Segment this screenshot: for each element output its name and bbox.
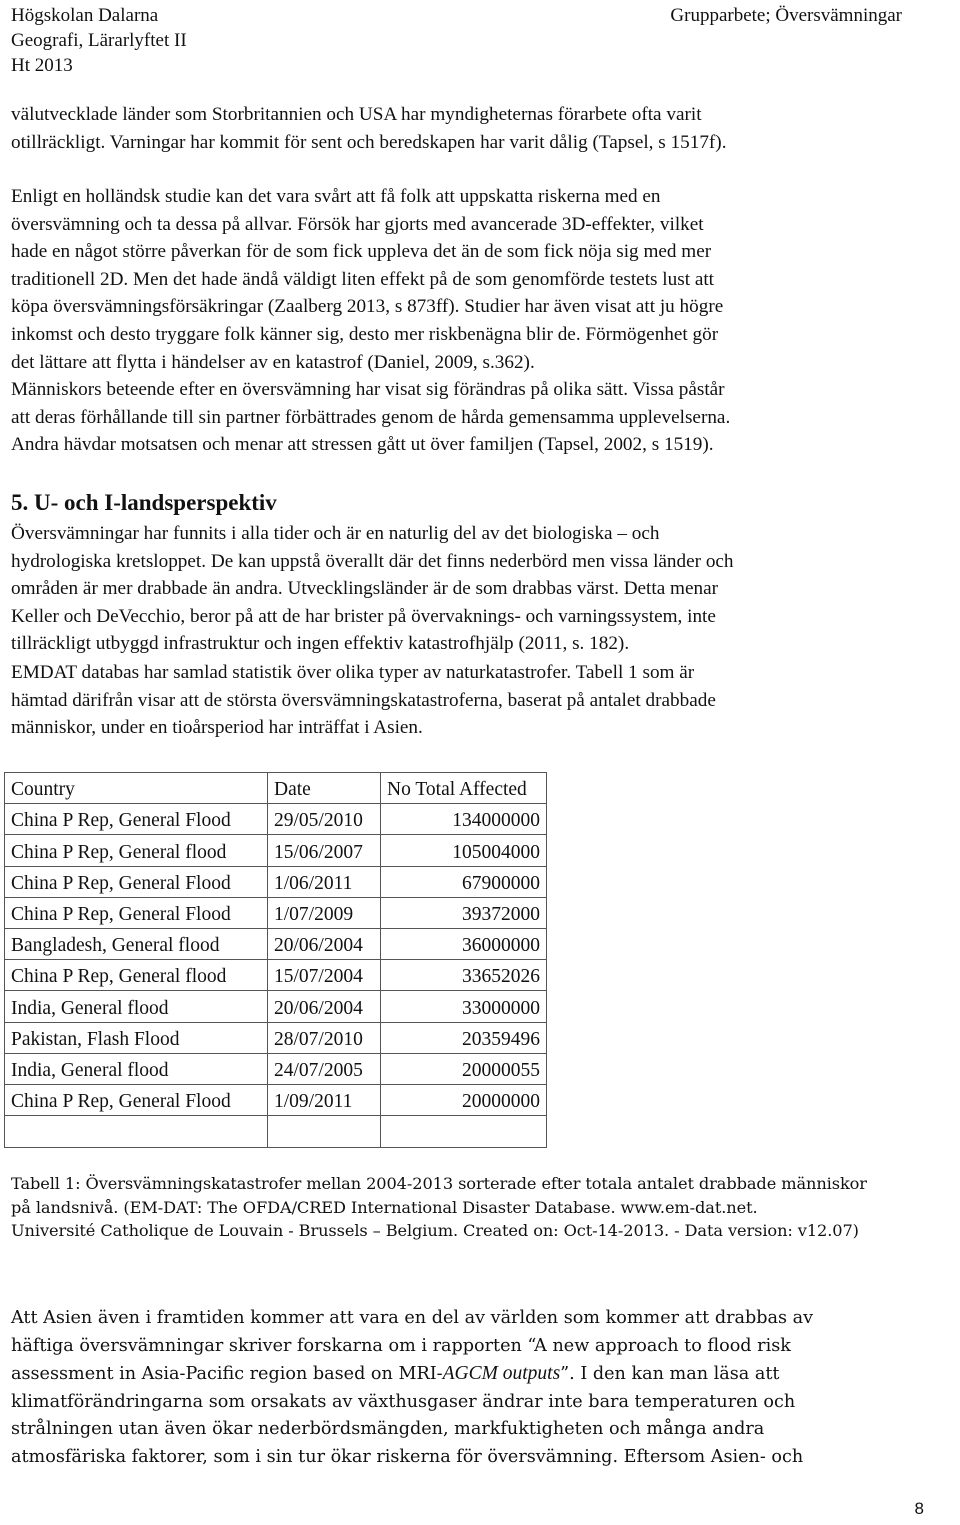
text-line	[11, 1360, 911, 1389]
cell-affected: 39372000	[381, 897, 547, 928]
cell-empty	[268, 1116, 381, 1148]
text-line: Människors beteende efter en översvämning har visat sig förändras på olika sätt. Vissa påstår	[11, 379, 725, 400]
text-line: att deras förhållande till sin partner förbättrades genom de hårda gemensamma upplevelserna.	[11, 406, 731, 428]
text-line: otillräckligt. Varningar har kommit för sent och beredskapen har varit dålig (Tapsel, s 1517f).	[11, 131, 727, 153]
text-line: hydrologiska kretsloppet. De kan uppstå överallt där det finns nederbörd men vissa länder och	[11, 550, 734, 572]
text-line: traditionell 2D. Men det hade ändå väldigt liten effekt på de som genomförde testets lust att	[11, 268, 714, 290]
cell-affected: 33652026	[381, 960, 547, 991]
cell-date: 15/06/2007	[268, 835, 381, 866]
text-line: områden är mer drabbade än andra. Utvecklingsländer är de som drabbas värst. Detta menar	[11, 578, 718, 600]
table-row	[5, 928, 547, 959]
cell-affected: 20000000	[381, 1084, 547, 1115]
paragraph-2	[11, 183, 956, 376]
text-segment: ”. I den kan man läsa att	[560, 1364, 780, 1385]
header-title: Grupparbete; Översvämningar	[670, 5, 902, 26]
cell-affected: 67900000	[381, 866, 547, 897]
table-row	[5, 1053, 547, 1084]
section-heading: 5. U- och I-landsperspektiv	[11, 490, 277, 515]
header-date: Date	[268, 773, 381, 804]
table-row	[5, 991, 547, 1022]
caption-line: på landsnivå. (EM-DAT: The OFDA/CRED International Disaster Database. www.em-dat.net.	[11, 1197, 758, 1217]
table-row	[5, 960, 547, 991]
text-line: atmosfäriska faktorer, som i sin tur ökar riskerna för översvämning. Eftersom Asien- och	[11, 1446, 804, 1467]
table-row	[5, 1022, 547, 1053]
page-number: 8	[914, 1499, 924, 1518]
text-line: välutvecklade länder som Storbritannien och USA har myndigheternas förarbete ofta varit	[11, 104, 702, 125]
text-line: det lättare att flytta i händelser av en katastrof (Daniel, 2009, s.362).	[11, 351, 535, 373]
paragraph-3	[11, 376, 956, 459]
cell-date: 20/06/2004	[268, 928, 381, 959]
text-line: översvämning och ta dessa på allvar. Försök har gjorts med avancerade 3D-effekter, vilket	[11, 213, 704, 235]
cell-country: China P Rep, General Flood	[5, 1084, 268, 1115]
text-line: häftiga översvämningar skriver forskarna om i rapporten “A new approach to flood risk	[11, 1335, 791, 1356]
text-line: strålningen utan även ökar nederbördsmängden, markfuktigheten och många andra	[11, 1419, 765, 1440]
table-row	[5, 897, 547, 928]
table-row	[5, 835, 547, 866]
italic-title: AGCM outputs	[442, 1363, 561, 1385]
caption-line: Tabell 1: Översvämningskatastrofer mellan 2004-2013 sorterade efter totala antalet drabbade människor	[11, 1174, 867, 1193]
cell-country: China P Rep, General Flood	[5, 897, 268, 928]
cell-date: 15/07/2004	[268, 960, 381, 991]
text-line: inkomst och desto tryggare folk känner sig, desto mer riskbenägna blir de. Förmögenhet gör	[11, 323, 719, 345]
cell-date: 1/09/2011	[268, 1084, 381, 1115]
header-institution: Högskolan Dalarna	[11, 5, 159, 26]
paragraph-1	[11, 101, 956, 156]
text-line: tillräckligt utbyggd infrastruktur och ingen effektiv katastrofhjälp (2011, s. 182).	[11, 633, 630, 655]
text-line: Att Asien även i framtiden kommer att vara en del av världen som kommer att drabbas av	[11, 1308, 814, 1328]
paragraph-5	[11, 659, 956, 742]
header-course: Geografi, Lärarlyftet II	[11, 30, 187, 51]
cell-empty	[381, 1116, 547, 1148]
paragraph-4	[11, 520, 956, 658]
cell-country: Bangladesh, General flood	[5, 928, 268, 959]
cell-date: 1/06/2011	[268, 866, 381, 897]
text-line: hämtad därifrån visar att de största översvämningskatastroferna, baserat på antalet drabbade	[11, 689, 716, 711]
text-line: EMDAT databas har samlad statistik över olika typer av naturkatastrofer. Tabell 1 som är	[11, 662, 695, 683]
text-line: Enligt en holländsk studie kan det vara svårt att få folk att uppskatta riskerna med en	[11, 186, 661, 207]
text-line: människor, under en tioårsperiod har inträffat i Asien.	[11, 717, 423, 739]
cell-affected: 134000000	[381, 804, 547, 835]
cell-country: India, General flood	[5, 1053, 268, 1084]
cell-date: 1/07/2009	[268, 897, 381, 928]
paragraph-6	[11, 1305, 911, 1472]
cell-country: China P Rep, General Flood	[5, 804, 268, 835]
cell-country: China P Rep, General flood	[5, 835, 268, 866]
header-term: Ht 2013	[11, 55, 73, 76]
table-row	[5, 866, 547, 897]
caption-line: Université Catholique de Louvain - Brussels – Belgium. Created on: Oct-14-2013. - Data version: v12.07)	[11, 1221, 859, 1240]
cell-date: 29/05/2010	[268, 804, 381, 835]
text-line: klimatförändringarna som orsakats av växthusgaser ändrar inte bara temperaturen och	[11, 1391, 796, 1412]
text-line: Keller och DeVecchio, beror på att de har brister på övervaknings- och varningssystem, inte	[11, 605, 716, 627]
cell-affected: 20000055	[381, 1053, 547, 1084]
page-header-left	[11, 3, 187, 78]
cell-empty	[5, 1116, 268, 1148]
header-affected: No Total Affected	[381, 773, 547, 804]
table-row	[5, 804, 547, 835]
text-line: Andra hävdar motsatsen och menar att stressen gått ut över familjen (Tapsel, 2002, s 1519).	[11, 434, 714, 456]
table-caption	[11, 1172, 956, 1243]
table-header-row	[5, 773, 547, 804]
flood-table	[4, 772, 547, 1148]
text-line: hade en något större påverkan för de som fick uppleva det än de som fick nöja sig med mer	[11, 241, 712, 263]
cell-affected: 33000000	[381, 991, 547, 1022]
cell-date: 24/07/2005	[268, 1053, 381, 1084]
cell-date: 20/06/2004	[268, 991, 381, 1022]
text-line: Översvämningar har funnits i alla tider och är en naturlig del av det biologiska – och	[11, 523, 660, 544]
text-line: köpa översvämningsförsäkringar (Zaalberg 2013, s 873ff). Studier har även visat att ju högre	[11, 296, 724, 318]
cell-country: China P Rep, General Flood	[5, 866, 268, 897]
cell-affected: 20359496	[381, 1022, 547, 1053]
table-row	[5, 1084, 547, 1115]
cell-affected: 36000000	[381, 928, 547, 959]
text-segment: assessment in Asia-Pacific region based on MRI-	[11, 1364, 443, 1385]
cell-country: Pakistan, Flash Flood	[5, 1022, 268, 1053]
table-row-empty	[5, 1116, 547, 1148]
cell-country: India, General flood	[5, 991, 268, 1022]
cell-date: 28/07/2010	[268, 1022, 381, 1053]
cell-country: China P Rep, General flood	[5, 960, 268, 991]
cell-affected: 105004000	[381, 835, 547, 866]
header-country: Country	[5, 773, 268, 804]
